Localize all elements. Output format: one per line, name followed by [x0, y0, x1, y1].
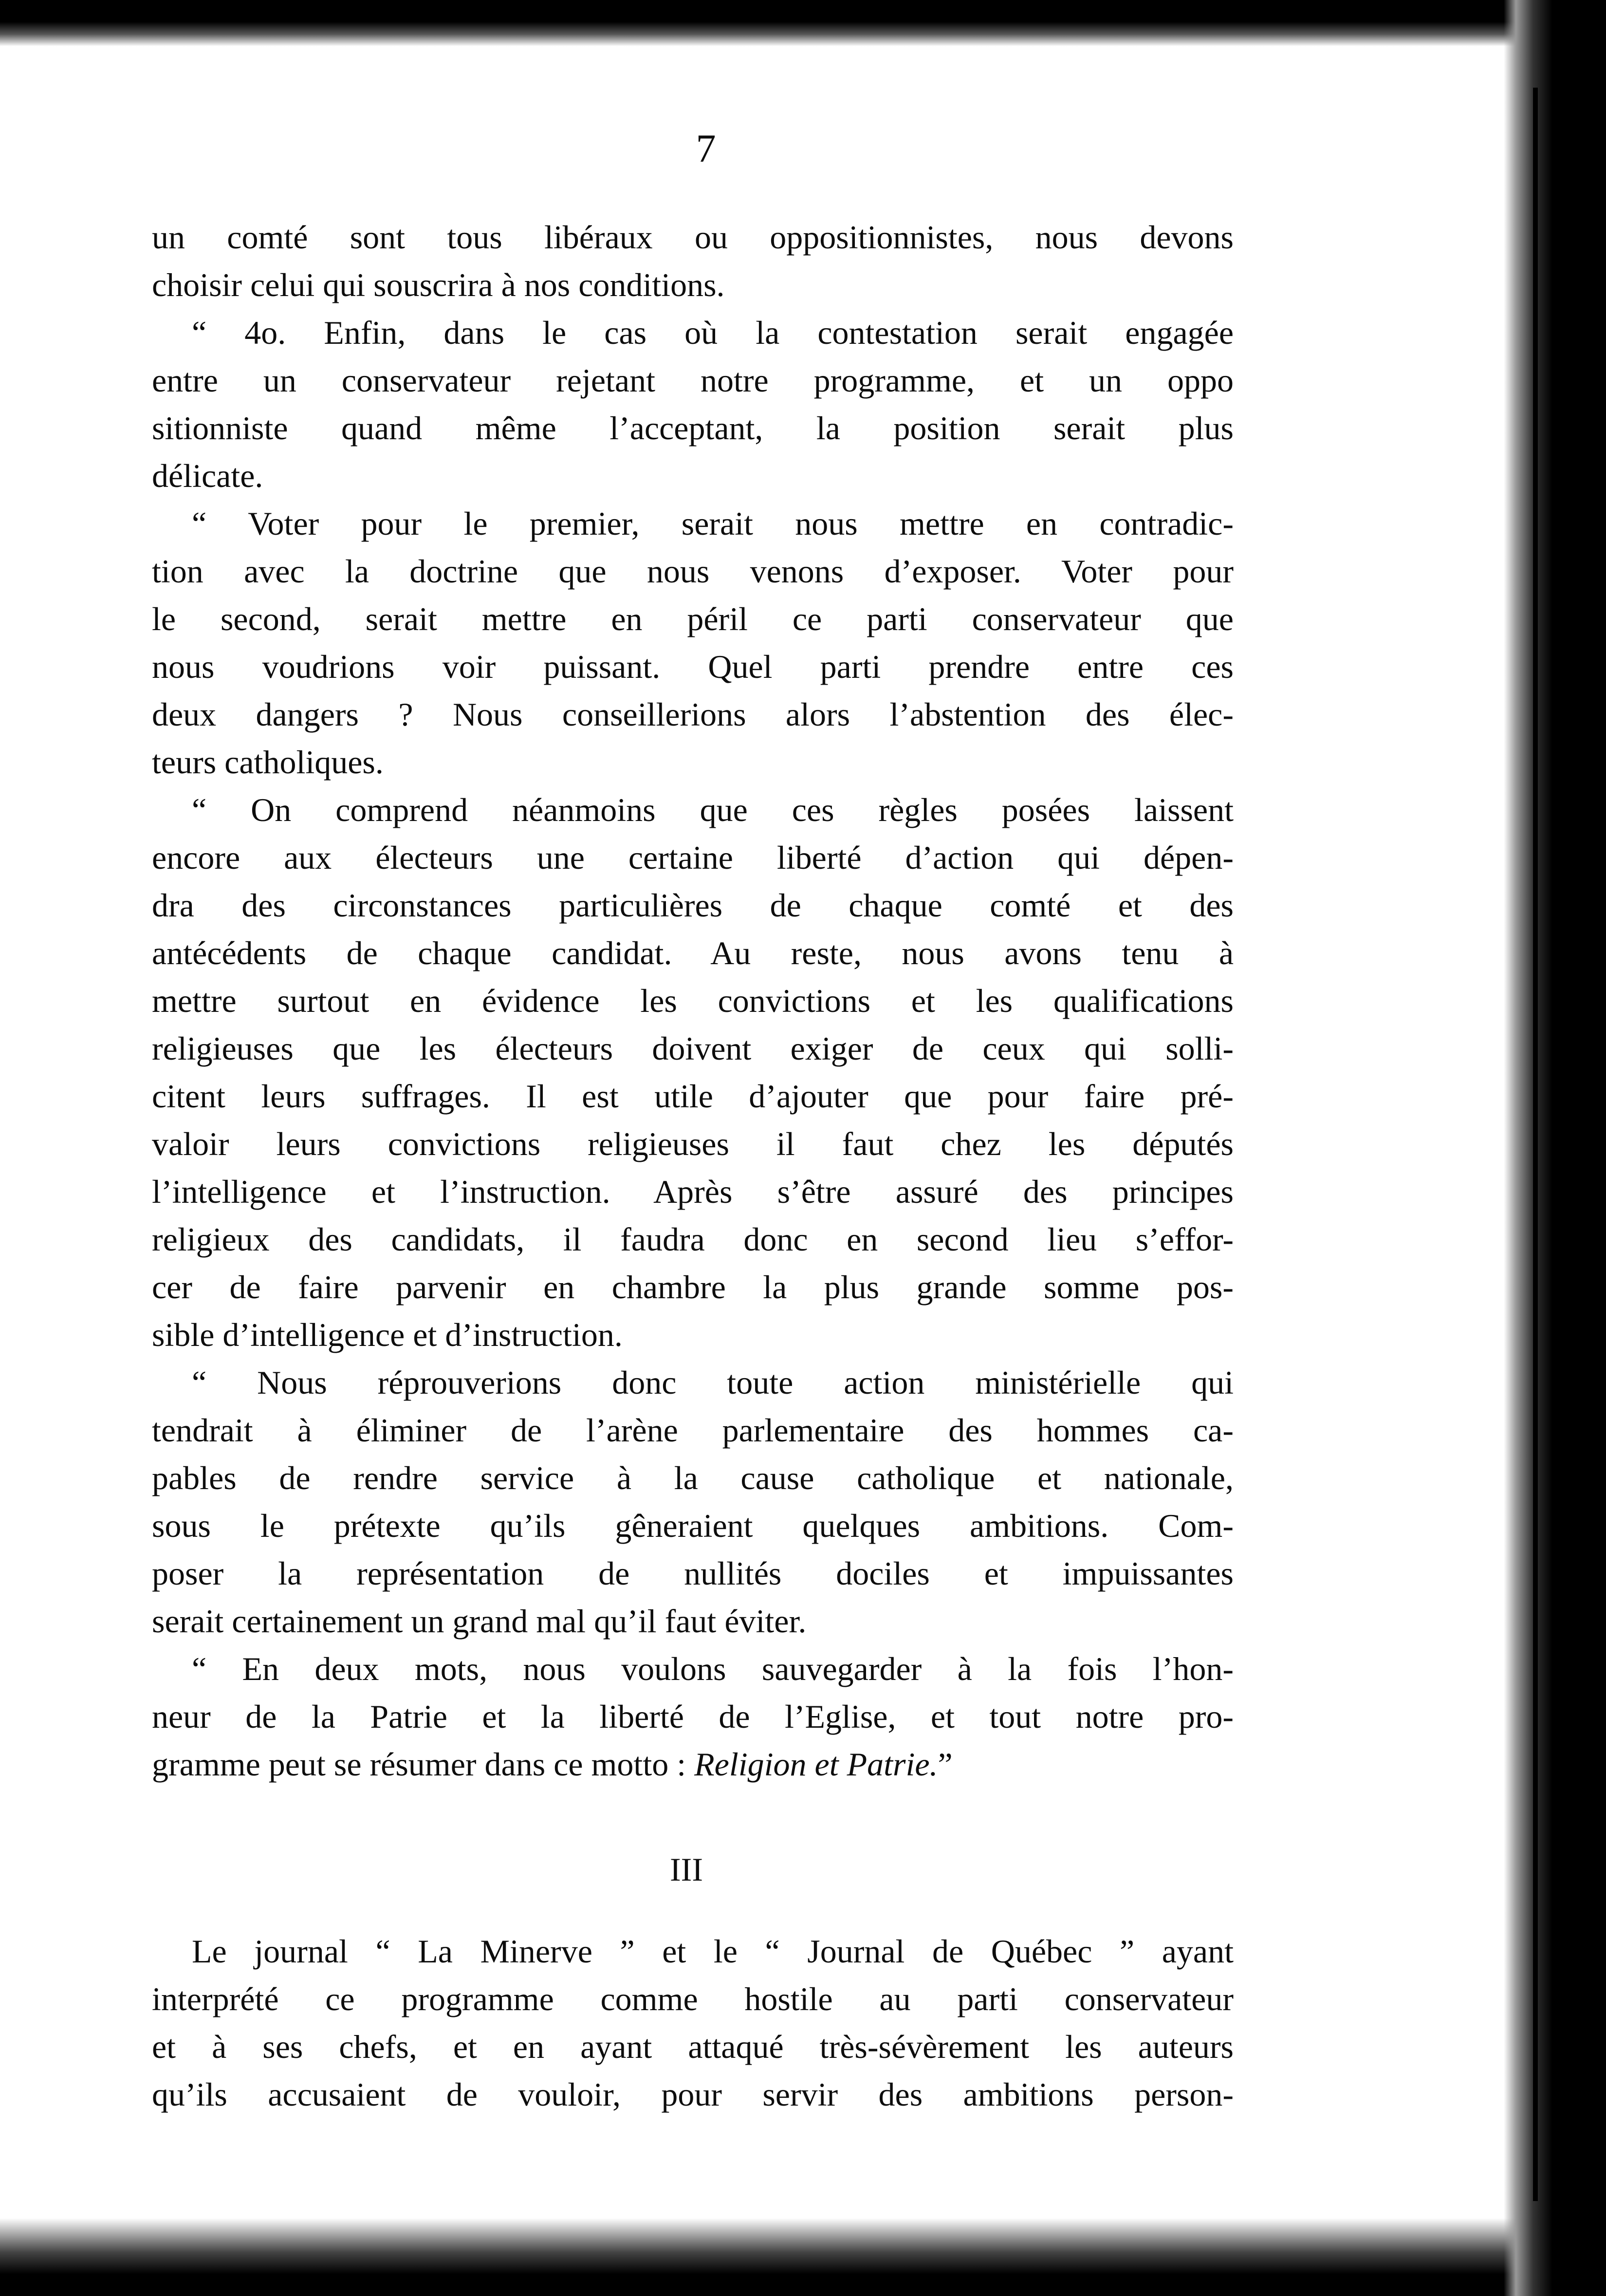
motto-prefix: gramme peut se résumer dans ce motto :	[152, 1746, 695, 1783]
text-line: qu’ils accusaient de vouloir, pour servir des ambitions person-	[152, 2076, 1234, 2113]
text-line: neur de la Patrie et la liberté de l’Eglise, et tout notre pro-	[152, 1698, 1234, 1735]
scan-edge-right	[1504, 0, 1606, 2296]
motto-italic: Religion et Patrie.	[694, 1746, 938, 1783]
text-line: religieux des candidats, il faudra donc en second lieu s’effor-	[152, 1221, 1234, 1258]
text-line: tion avec la doctrine que nous venons d’exposer. Voter pour	[152, 553, 1234, 590]
text-line: mettre surtout en évidence les convictions et les qualifications	[152, 982, 1234, 1019]
text-line: serait certainement un grand mal qu’il faut éviter.	[152, 1603, 807, 1640]
text-line: Le journal “ La Minerve ” et le “ Journal de Québec ” ayant	[192, 1933, 1234, 1970]
text-line: cer de faire parvenir en chambre la plus grande somme pos-	[152, 1269, 1234, 1306]
body-text	[152, 213, 1234, 1788]
text-line: religieuses que les électeurs doivent exiger de ceux qui solli-	[152, 1030, 1234, 1067]
text-line: délicate.	[152, 457, 263, 494]
text-line: “ On comprend néanmoins que ces règles posées laissent	[192, 791, 1234, 828]
paragraph-1	[152, 213, 1234, 309]
section-body-text	[152, 1927, 1234, 2118]
text-line: entre un conservateur rejetant notre programme, et un oppo	[152, 362, 1234, 399]
text-line: citent leurs suffrages. Il est utile d’ajouter que pour faire pré-	[152, 1078, 1234, 1115]
text-line: valoir leurs convictions religieuses il faut chez les députés	[152, 1125, 1234, 1162]
text-line: le second, serait mettre en péril ce parti conservateur que	[152, 600, 1234, 637]
text-line: choisir celui qui souscrira à nos conditions.	[152, 266, 725, 303]
scan-edge-top	[0, 0, 1606, 46]
text-line: sitionniste quand même l’acceptant, la position serait plus	[152, 410, 1234, 447]
text-line: pables de rendre service à la cause catholique et nationale,	[152, 1459, 1234, 1496]
page-number: 7	[696, 126, 716, 170]
text-line: nous voudrions voir puissant. Quel parti prendre entre ces	[152, 648, 1234, 685]
text-line: “ 4o. Enfin, dans le cas où la contestation serait engagée	[192, 314, 1234, 351]
text-line: teurs catholiques.	[152, 744, 384, 781]
motto-suffix: ”	[938, 1746, 953, 1783]
paragraph-6	[152, 1645, 1234, 1788]
text-line: interprété ce programme comme hostile au parti conservateur	[152, 1980, 1234, 2017]
text-line: deux dangers ? Nous conseillerions alors l’abstention des élec-	[152, 696, 1234, 733]
scan-edge-line	[1533, 88, 1538, 2201]
text-line: sible d’intelligence et d’instruction.	[152, 1316, 623, 1353]
scan-edge-bottom	[0, 2218, 1606, 2296]
text-line: un comté sont tous libéraux ou oppositionnistes, nous devons	[152, 219, 1234, 256]
text-line: tendrait à éliminer de l’arène parlementaire des hommes ca-	[152, 1412, 1234, 1449]
text-line: dra des circonstances particulières de chaque comté et des	[152, 887, 1234, 924]
paragraph-2	[152, 309, 1234, 500]
section-paragraph	[152, 1927, 1234, 2118]
paragraph-4	[152, 786, 1234, 1359]
text-line: “ En deux mots, nous voulons sauvegarder à la fois l’hon-	[192, 1650, 1234, 1687]
text-line-final	[152, 1740, 1234, 1788]
text-line: sous le prétexte qu’ils gêneraient quelques ambitions. Com-	[152, 1507, 1234, 1544]
paragraph-5	[152, 1359, 1234, 1645]
text-line: “ Nous réprouverions donc toute action ministérielle qui	[192, 1364, 1234, 1401]
text-line: et à ses chefs, et en ayant attaqué très-sévèrement les auteurs	[152, 2028, 1234, 2065]
text-line: poser la représentation de nullités dociles et impuissantes	[152, 1555, 1234, 1592]
text-line: antécédents de chaque candidat. Au reste, nous avons tenu à	[152, 934, 1234, 971]
text-line: encore aux électeurs une certaine liberté d’action qui dépen-	[152, 839, 1234, 876]
text-line: “ Voter pour le premier, serait nous mettre en contradic-	[192, 505, 1234, 542]
section-heading: III	[670, 1851, 703, 1888]
text-line: l’intelligence et l’instruction. Après s’être assuré des principes	[152, 1173, 1234, 1210]
paragraph-3	[152, 500, 1234, 786]
